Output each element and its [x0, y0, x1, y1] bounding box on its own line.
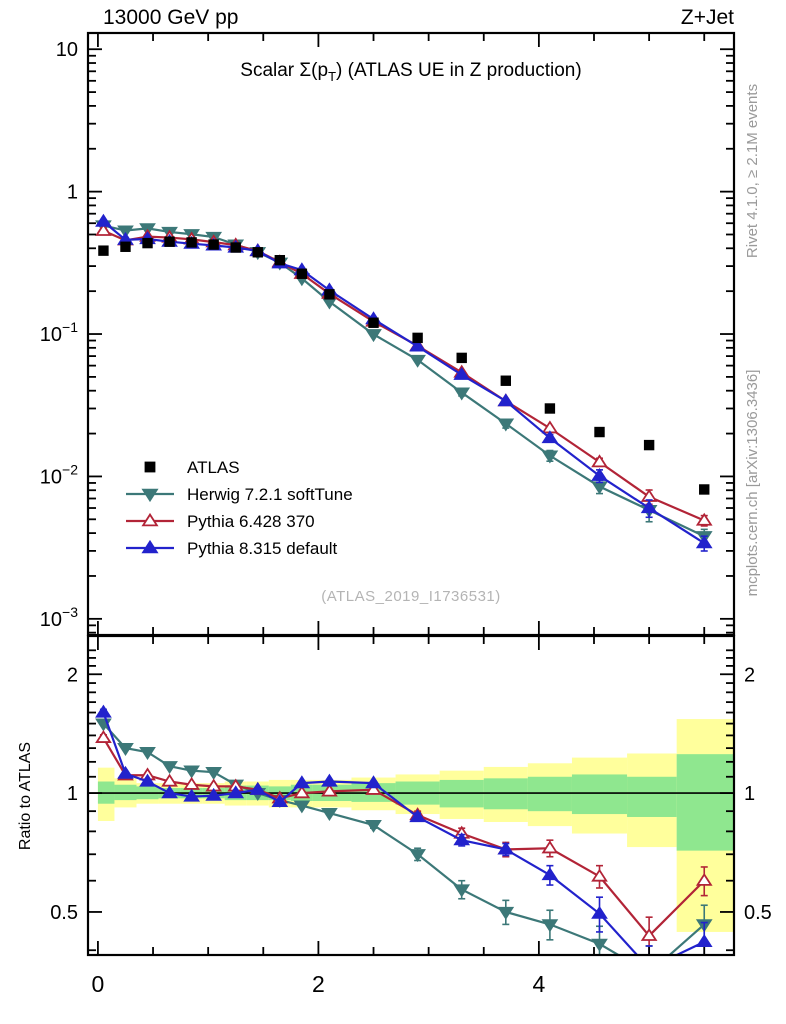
- main-y-tick-label: $10^{-3}$: [39, 603, 78, 631]
- mcplots-arxiv-label: mcplots.cern.ch [arXiv:1306.3436]: [744, 369, 761, 597]
- uncertainty-band-outer: [98, 719, 734, 932]
- rivet-version-label: Rivet 4.1.0, ≥ 2.1M events: [744, 83, 761, 259]
- plot-title-post: ) (ATLAS UE in Z production): [336, 60, 582, 81]
- legend-label: Pythia 8.315 default: [187, 539, 338, 558]
- ratio-axis-title: Ratio to ATLAS: [17, 741, 34, 851]
- main-y-tick-label: 10: [55, 39, 78, 62]
- main-y-tick-label: 1: [66, 181, 78, 204]
- main-y-tick-label: $10^{-1}$: [39, 319, 78, 347]
- legend-entry-atlas: [145, 458, 240, 477]
- uncertainty-bands: [98, 719, 734, 932]
- x-tick-label: 4: [532, 971, 546, 997]
- x-tick-label: 2: [312, 971, 325, 997]
- main-panel-frame: [88, 33, 734, 635]
- main-y-tick-label: $10^{-2}$: [39, 461, 78, 489]
- ratio-y-tick-label-left: 0.5: [50, 901, 78, 924]
- ratio-y-tick-label-right: 2: [744, 664, 756, 687]
- series-main-pythia-6-428-370: [97, 225, 711, 526]
- ratio-y-tick-label-left: 2: [66, 664, 78, 687]
- process-label: Z+Jet: [680, 6, 734, 29]
- legend-label: ATLAS: [187, 458, 240, 477]
- beam-energy-label: 13000 GeV pp: [103, 6, 239, 29]
- ratio-y-tick-label-right: 1: [744, 783, 756, 806]
- legend-entry-pythia-6-428-370: [126, 512, 315, 531]
- legend-label: Herwig 7.2.1 softTune: [187, 485, 353, 504]
- series-main-atlas: [98, 237, 709, 495]
- analysis-id-watermark: (ATLAS_2019_I1736531): [321, 588, 501, 605]
- legend-label: Pythia 6.428 370: [187, 512, 315, 531]
- plot-title: [88, 60, 734, 82]
- series-ratio-pythia-8-315-default: [97, 706, 711, 994]
- legend-entry-herwig-7-2-1-softtune: [126, 485, 353, 504]
- plot-title-subscript: T: [328, 69, 337, 84]
- plot-title-pre: Scalar Σ(p: [240, 60, 329, 81]
- ratio-y-tick-label-left: 1: [66, 783, 78, 806]
- legend-entry-pythia-8-315-default: [126, 539, 338, 558]
- x-tick-label: 0: [91, 971, 105, 997]
- legend: [126, 458, 353, 558]
- ratio-y-tick-label-right: 0.5: [744, 901, 772, 924]
